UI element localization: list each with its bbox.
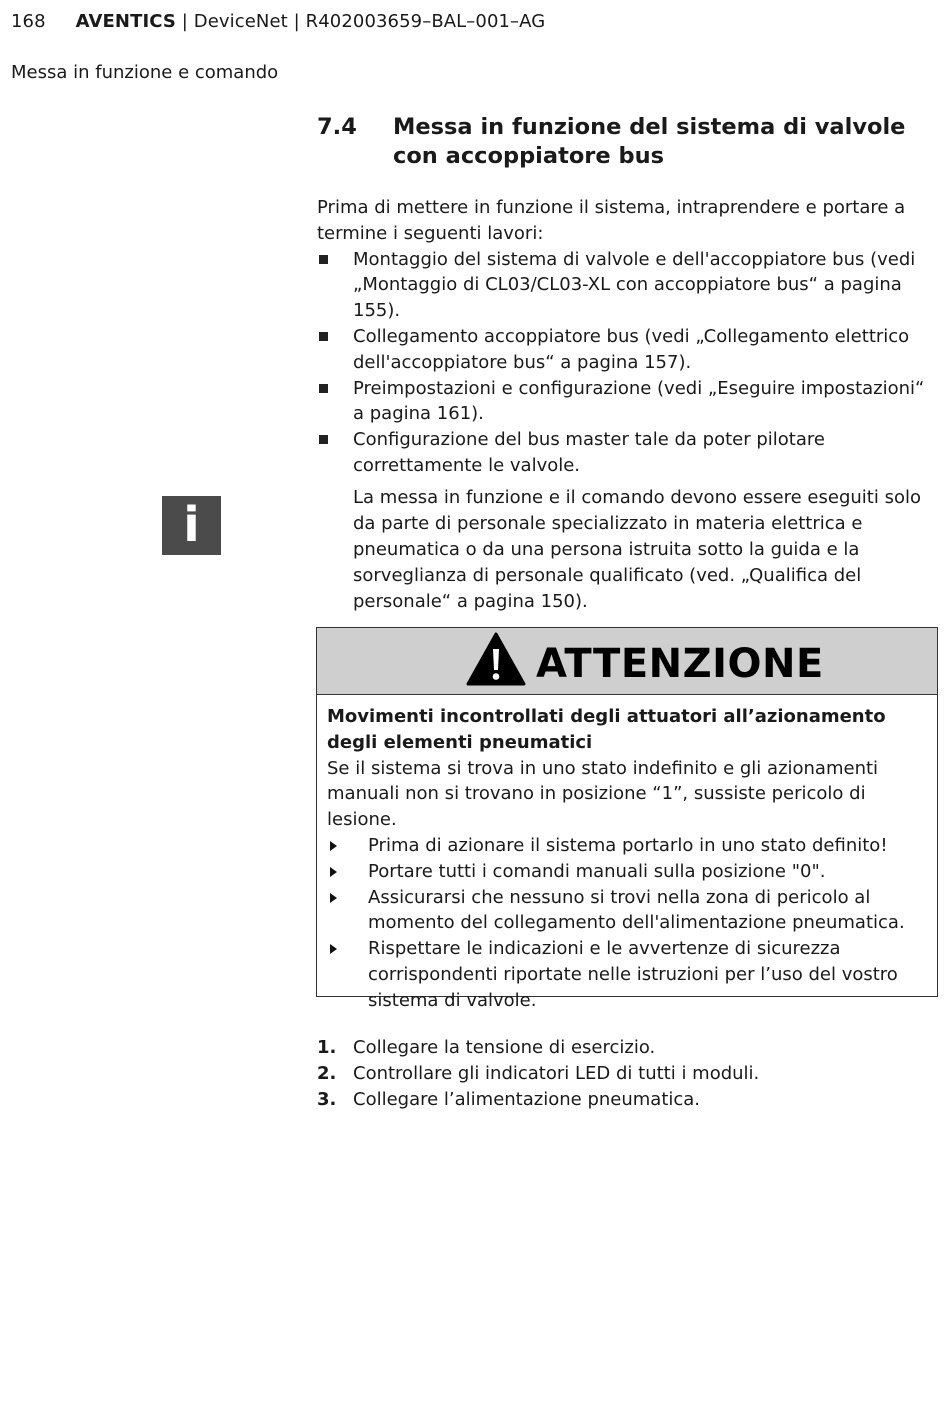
warning-box xyxy=(316,627,938,1011)
list-item-text: Portare tutti i comandi manuali sulla posizione "0". xyxy=(368,860,826,882)
brand-name: AVENTICS xyxy=(75,11,176,32)
heading-number: 7.4 xyxy=(317,114,357,140)
step-text: Controllare gli indicatori LED di tutti i moduli. xyxy=(353,1062,760,1084)
arrow-right-icon xyxy=(330,944,337,954)
intro-block xyxy=(317,195,939,479)
warning-label: ATTENZIONE xyxy=(536,641,824,687)
page-number: 168 xyxy=(11,11,46,32)
list-item xyxy=(327,833,931,859)
step-number: 2. xyxy=(317,1062,337,1084)
list-item xyxy=(317,427,939,479)
arrow-right-icon xyxy=(330,841,337,851)
info-icon xyxy=(162,496,221,555)
step-text: Collegare la tensione di esercizio. xyxy=(353,1037,656,1058)
arrow-right-icon xyxy=(330,867,337,877)
list-item xyxy=(327,936,931,1013)
info-glyph: i xyxy=(183,497,200,553)
bullet-square-icon xyxy=(319,435,328,444)
warning-body xyxy=(327,704,931,1014)
list-item-text: Montaggio del sistema di valvole e dell'accoppiatore bus (vedi „Montaggio di CL03/CL03-XL con accoppiatore bus“ a pagina 155). xyxy=(353,248,916,322)
list-item xyxy=(327,859,931,885)
step-number: 1. xyxy=(317,1037,337,1058)
warning-actions xyxy=(327,833,931,1014)
warning-description: Se il sistema si trova in uno stato indefinito e gli azionamenti manuali non si trovano in posizione “1”, sussiste pericolo di lesione. xyxy=(327,757,879,831)
intro-paragraph: Prima di mettere in funzione il sistema, intraprendere e portare a termine i seguenti lavori: xyxy=(317,197,906,244)
step-item xyxy=(317,1061,917,1087)
bullet-square-icon xyxy=(319,332,328,341)
list-item-text: Rispettare le indicazioni e le avvertenze di sicurezza corrispondenti riportate nelle istruzioni per l’uso del vostro sistema di valvole. xyxy=(368,938,898,1011)
info-note: La messa in funzione e il comando devono essere eseguiti solo da parte di personale specializzato in materia elettrica e pneumatica o da una persona istruita sotto la guida e la sorveglianza di personale qualificato (ved. „Qualifica del personale“ a pagina 150). xyxy=(353,487,921,612)
procedure-steps xyxy=(317,1035,917,1112)
warning-title: Movimenti incontrollati degli attuatori all’azionamento degli elementi pneumatici xyxy=(327,706,886,753)
step-text: Collegare l’alimentazione pneumatica. xyxy=(353,1088,701,1110)
list-item xyxy=(317,324,939,376)
document-reference: | DeviceNet | R402003659–BAL–001–AG xyxy=(175,11,546,32)
warning-header xyxy=(317,628,937,695)
list-item xyxy=(317,247,939,324)
list-item-text: Prima di azionare il sistema portarlo in uno stato definito! xyxy=(368,834,888,856)
list-item-text: Assicurarsi che nessuno si trovi nella zona di pericolo al momento del collegamento dell'alimentazione pneumatica. xyxy=(368,886,905,934)
heading-title: Messa in funzione del sistema di valvole con accoppiatore bus xyxy=(393,114,906,169)
section-label: Messa in funzione e comando xyxy=(11,62,279,83)
arrow-right-icon xyxy=(330,893,337,903)
list-item xyxy=(327,885,931,937)
list-item xyxy=(317,376,939,428)
list-item-text: Collegamento accoppiatore bus (vedi „Collegamento elettrico dell'accoppiatore bus“ a pagina 157). xyxy=(353,325,910,373)
list-item-text: Configurazione del bus master tale da poter pilotare correttamente le valvole. xyxy=(353,429,825,476)
list-item-text: Preimpostazioni e configurazione (vedi „Eseguire impostazioni“ a pagina 161). xyxy=(353,377,925,425)
warning-triangle-icon xyxy=(466,632,526,686)
step-item xyxy=(317,1087,917,1113)
page-header xyxy=(11,11,545,32)
bullet-square-icon xyxy=(319,255,328,264)
bullet-square-icon xyxy=(319,384,328,393)
step-number: 3. xyxy=(317,1088,337,1110)
prerequisite-list xyxy=(317,247,939,479)
step-item xyxy=(317,1035,917,1061)
